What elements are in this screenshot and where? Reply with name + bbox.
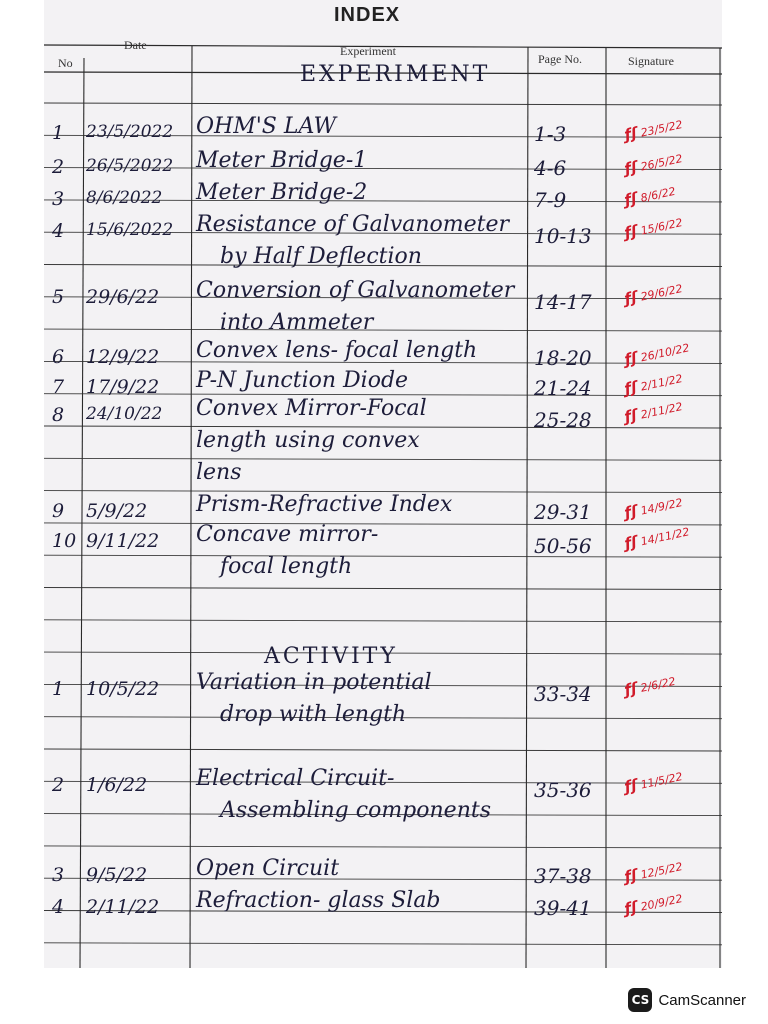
row-experiment-line: Meter Bridge-2 [196, 180, 368, 205]
row-experiment-line: OHM'S LAW [196, 114, 337, 139]
row-experiment-line: by Half Deflection [220, 244, 422, 269]
row-number: 6 [52, 346, 65, 368]
row-page-number: 10-13 [534, 224, 592, 248]
row-number: 3 [52, 188, 65, 210]
signature-scribble-icon: ƒʃ [622, 501, 639, 522]
row-page-number: 14-17 [534, 290, 592, 314]
row-date: 23/5/2022 [86, 122, 174, 142]
row-experiment-line: Prism-Refractive Index [196, 492, 453, 517]
row-experiment-line: into Ammeter [220, 310, 374, 335]
row-date: 12/9/22 [86, 346, 160, 368]
row-date: 17/9/22 [86, 376, 160, 398]
signature-date: 8/6/22 [636, 184, 677, 206]
section-experiment-heading: EXPERIMENT [300, 62, 491, 87]
row-number: 8 [52, 404, 65, 426]
row-number: 7 [52, 376, 65, 398]
row-page-number: 29-31 [534, 500, 592, 524]
page-title: INDEX [334, 4, 401, 26]
row-experiment-line: Assembling components [220, 798, 491, 823]
signature-scribble-icon: ƒʃ [622, 532, 640, 553]
row-experiment-line: P-N Junction Diode [196, 368, 409, 393]
signature-scribble-icon: ƒʃ [622, 405, 639, 426]
row-number: 1 [52, 122, 65, 144]
camscanner-watermark [628, 988, 746, 1012]
row-experiment-line: drop with length [220, 702, 407, 727]
row-experiment-line: Refraction- glass Slab [196, 888, 441, 913]
signature-scribble-icon: ƒʃ [622, 123, 639, 144]
row-page-number: 1-3 [534, 122, 567, 146]
signature-date: 20/9/22 [636, 892, 684, 915]
header-date: Date [124, 38, 147, 52]
row-number: 2 [52, 774, 65, 796]
signature-scribble-icon: ƒʃ [622, 377, 639, 398]
notebook-page [44, 0, 722, 968]
signature-date: 12/5/22 [636, 860, 684, 883]
signature-scribble-icon: ƒʃ [622, 348, 640, 369]
header-experiment: Experiment [340, 44, 396, 58]
signature-date: 26/10/22 [636, 341, 691, 365]
row-experiment-line: Concave mirror- [196, 522, 379, 547]
row-date: 5/9/22 [86, 500, 148, 522]
row-page-number: 39-41 [534, 896, 592, 920]
camscanner-text: CamScanner [658, 991, 746, 1009]
row-experiment-line: Open Circuit [196, 856, 340, 881]
row-experiment-line: lens [196, 460, 242, 485]
row-number: 2 [52, 156, 65, 178]
row-date: 9/11/22 [86, 530, 160, 552]
row-date: 8/6/2022 [86, 188, 163, 208]
header-page-no: Page No. [538, 52, 582, 66]
row-date: 9/5/22 [86, 864, 148, 886]
row-experiment-line: focal length [220, 554, 353, 579]
row-number: 10 [52, 530, 77, 552]
row-experiment-line: Conversion of Galvanometer [196, 278, 515, 303]
row-date: 2/11/22 [86, 896, 160, 918]
signature-scribble-icon: ƒʃ [622, 897, 639, 918]
signature-scribble-icon: ƒʃ [622, 775, 639, 796]
row-date: 24/10/22 [86, 404, 163, 424]
row-page-number: 37-38 [534, 864, 592, 888]
row-date: 15/6/2022 [86, 220, 174, 240]
row-experiment-line: Convex Mirror-Focal [196, 396, 427, 421]
row-number: 9 [52, 500, 65, 522]
row-page-number: 25-28 [534, 408, 592, 432]
signature-date: 23/5/22 [636, 118, 684, 141]
section-activity-heading: ACTIVITY [264, 644, 398, 669]
row-date: 26/5/2022 [86, 156, 174, 176]
row-page-number: 35-36 [534, 778, 592, 802]
header-no: No [58, 56, 73, 70]
row-date: 29/6/22 [86, 286, 160, 308]
signature-date: 26/5/22 [636, 152, 684, 175]
camscanner-logo-icon: CS [628, 988, 652, 1012]
signature-scribble-icon: ƒʃ [622, 157, 639, 178]
signature-scribble-icon: ƒʃ [622, 865, 639, 886]
row-experiment-line: Variation in potential [196, 670, 432, 695]
signature-date: 2/11/22 [636, 372, 684, 395]
row-page-number: 18-20 [534, 346, 592, 370]
row-date: 1/6/22 [86, 774, 148, 796]
signature-date: 11/5/22 [636, 770, 684, 793]
row-experiment-line: Convex lens- focal length [196, 338, 478, 363]
row-page-number: 21-24 [534, 376, 592, 400]
signature-scribble-icon: ƒʃ [622, 188, 639, 210]
row-page-number: 7-9 [534, 188, 567, 212]
signature-date: 15/6/22 [636, 216, 684, 239]
row-experiment-line: length using convex [196, 428, 420, 453]
row-page-number: 50-56 [534, 534, 592, 558]
row-number: 1 [52, 678, 65, 700]
row-page-number: 4-6 [534, 156, 567, 180]
signature-date: 29/6/22 [636, 282, 684, 305]
signature-date: 14/9/22 [636, 496, 684, 519]
signature-scribble-icon: ƒʃ [622, 678, 639, 700]
row-number: 5 [52, 286, 65, 308]
row-page-number: 33-34 [534, 682, 592, 706]
row-experiment-line: Resistance of Galvanometer [196, 212, 509, 237]
row-experiment-line: Meter Bridge-1 [196, 148, 368, 173]
signature-date: 2/11/22 [636, 400, 684, 423]
signature-date: 14/11/22 [636, 525, 691, 549]
row-date: 10/5/22 [86, 678, 160, 700]
signature-date: 2/6/22 [636, 674, 677, 696]
header-signature: Signature [628, 54, 674, 68]
row-number: 3 [52, 864, 65, 886]
signature-scribble-icon: ƒʃ [622, 221, 639, 242]
row-experiment-line: Electrical Circuit- [196, 766, 395, 791]
row-number: 4 [52, 220, 65, 242]
signature-scribble-icon: ƒʃ [622, 287, 639, 308]
row-number: 4 [52, 896, 65, 918]
